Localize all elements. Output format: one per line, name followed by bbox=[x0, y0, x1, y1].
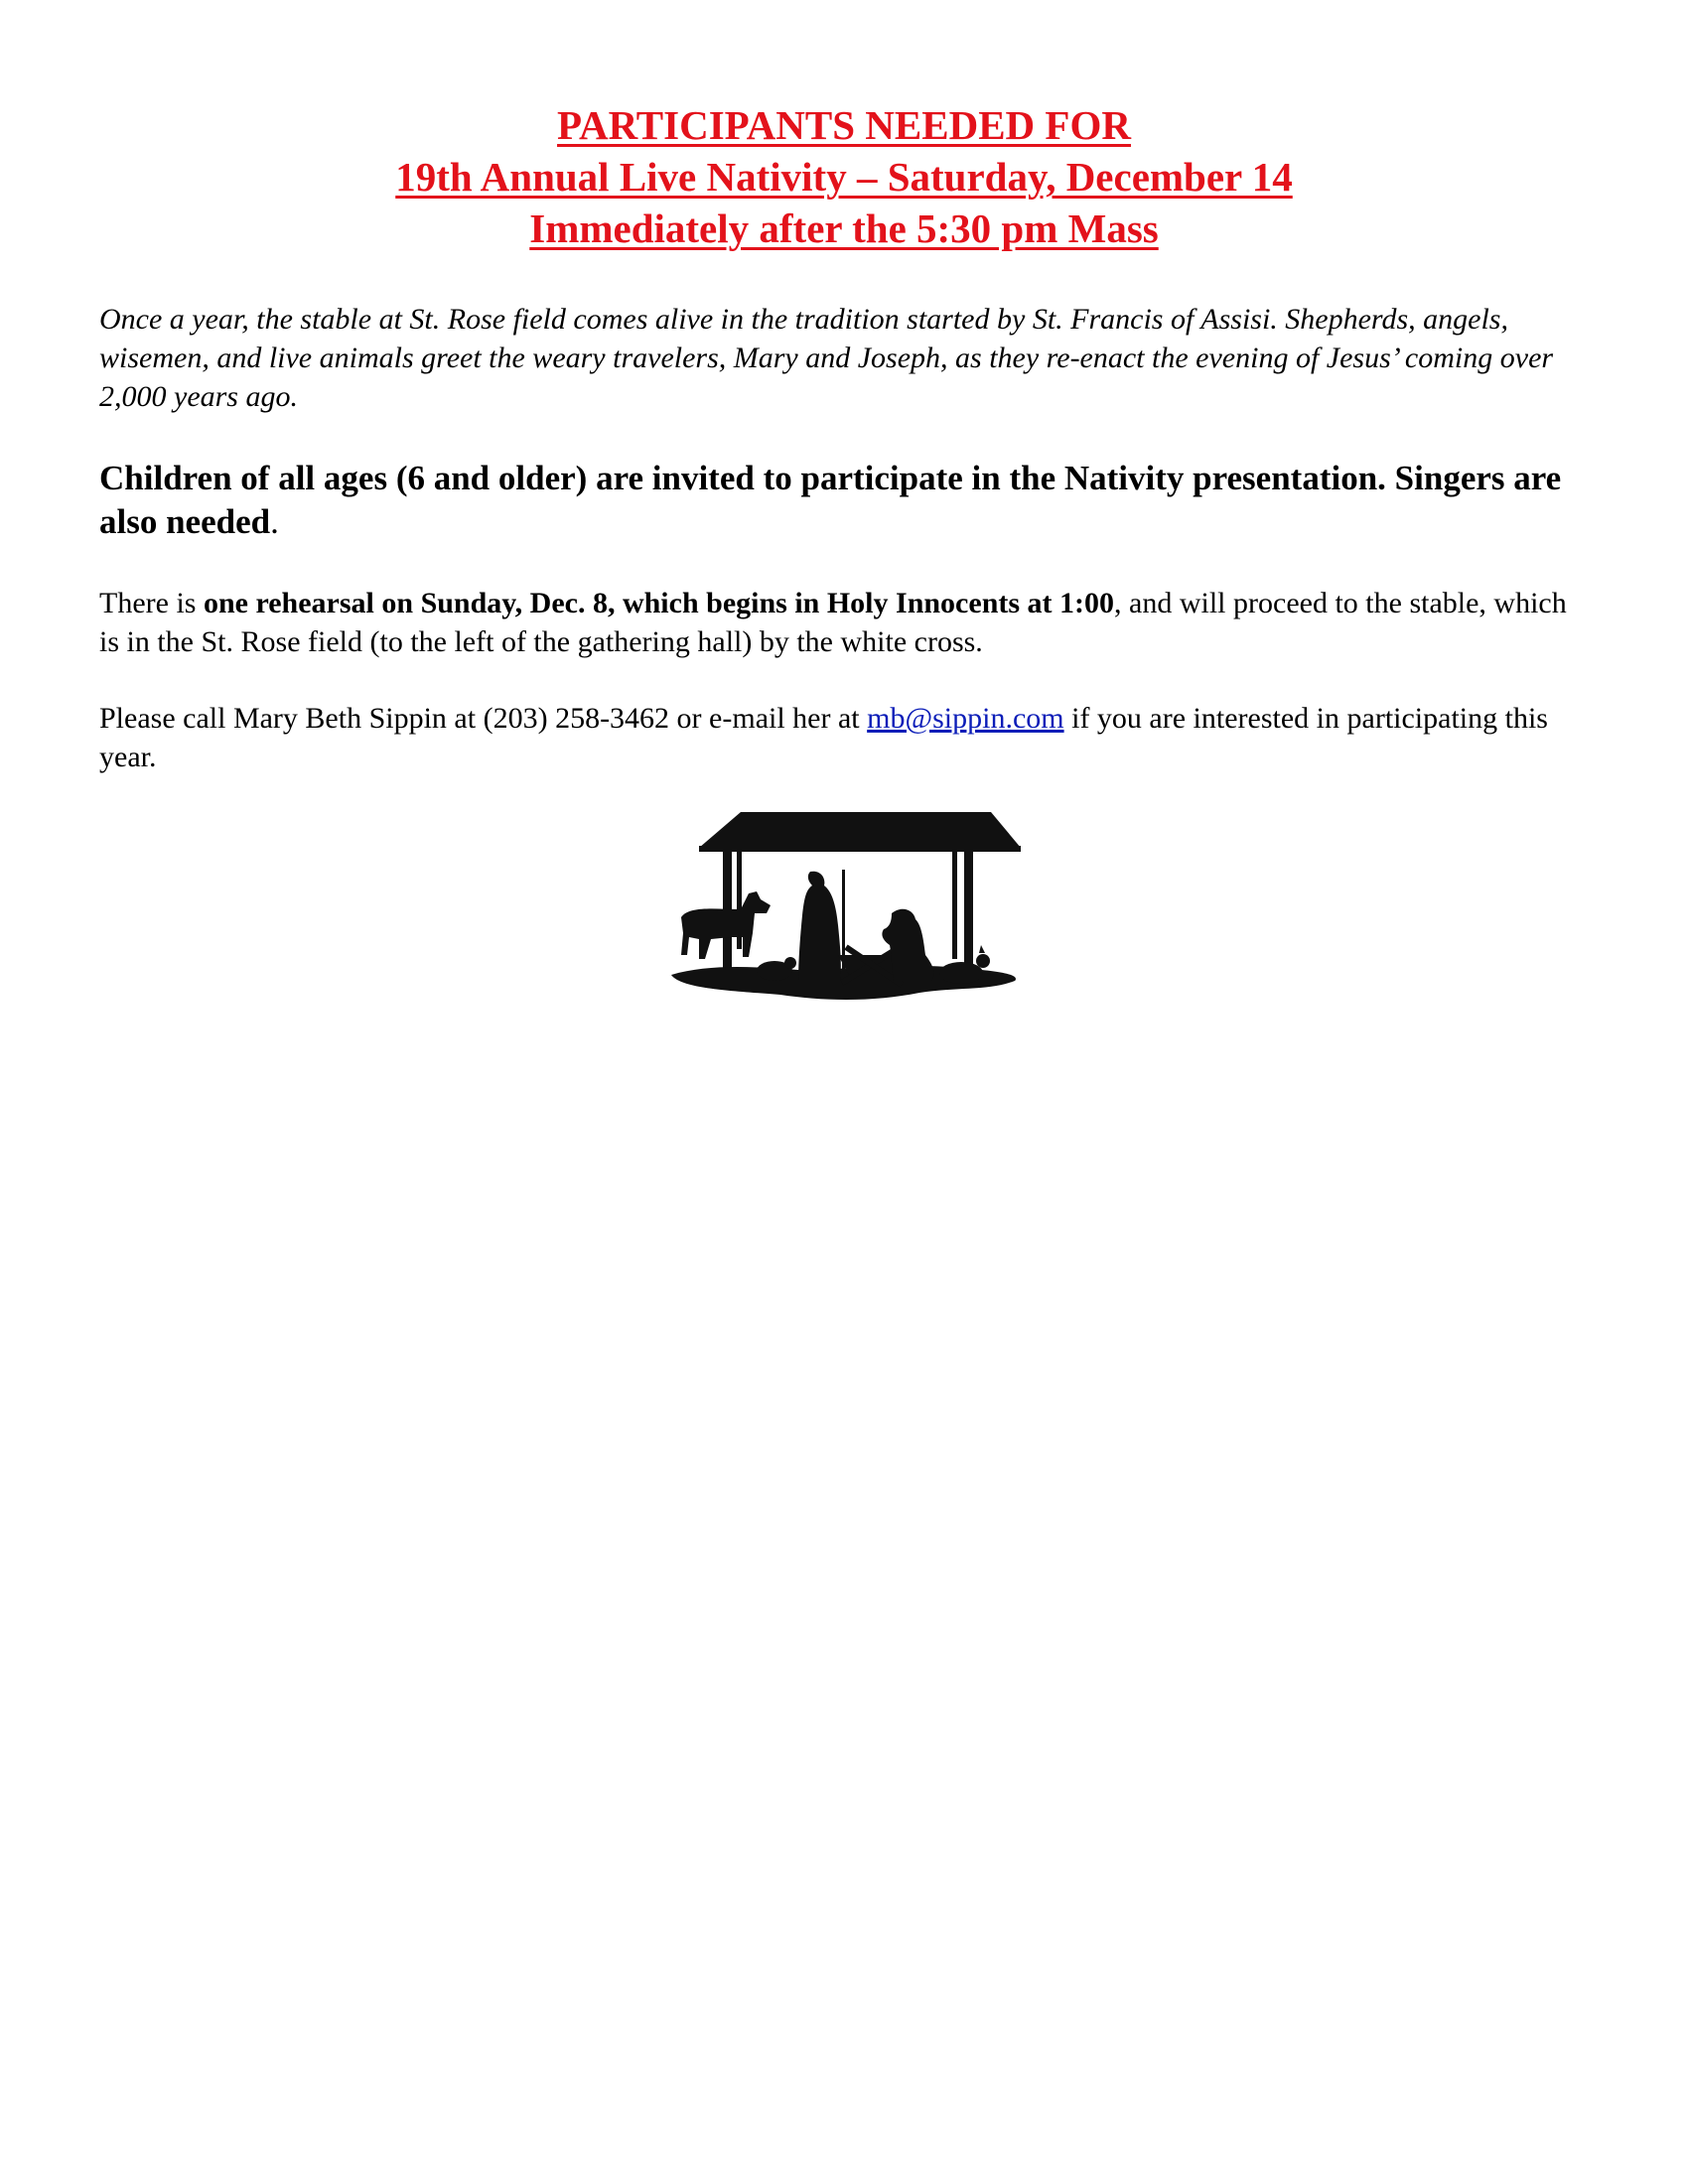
rehearsal-location: , and will proceed to the stable, which is in the St. Rose field (to the left of the gathering hall) by the white cross. bbox=[99, 587, 1567, 658]
contact-intro: Please call Mary Beth Sippin at (203) 258-3462 or e-mail her at bbox=[99, 702, 868, 735]
email-link[interactable]: mb@sippin.com bbox=[867, 702, 1064, 735]
rehearsal-intro: There is bbox=[99, 587, 204, 619]
page-title bbox=[0, 99, 1688, 254]
children-invite-period: . bbox=[270, 502, 279, 541]
rehearsal-details: one rehearsal on Sunday, Dec. 8, which begins in Holy Innocents at 1:00 bbox=[203, 587, 1115, 619]
title-line-1: PARTICIPANTS NEEDED FOR bbox=[557, 102, 1131, 148]
nativity-silhouette-icon bbox=[671, 806, 1021, 1005]
title-line-2: 19th Annual Live Nativity – Saturday, December 14 bbox=[395, 154, 1293, 200]
contact-paragraph bbox=[99, 699, 1589, 776]
rehearsal-paragraph bbox=[99, 584, 1589, 661]
intro-paragraph: Once a year, the stable at St. Rose field comes alive in the tradition started by St. Francis of Assisi. Shepherds, angels, wisemen, and live animals greet the weary travelers, Mary and Joseph, as they re-enact the evening of Jesus’ coming over 2,000 years ago. bbox=[99, 303, 1554, 413]
contact-outro: if you are interested in participating this year. bbox=[99, 702, 1548, 773]
children-invite-text: Children of all ages (6 and older) are invited to participate in the Nativity presentation. Singers are also needed bbox=[99, 459, 1562, 541]
title-line-3: Immediately after the 5:30 pm Mass bbox=[529, 205, 1159, 251]
children-invite-paragraph bbox=[99, 457, 1589, 544]
